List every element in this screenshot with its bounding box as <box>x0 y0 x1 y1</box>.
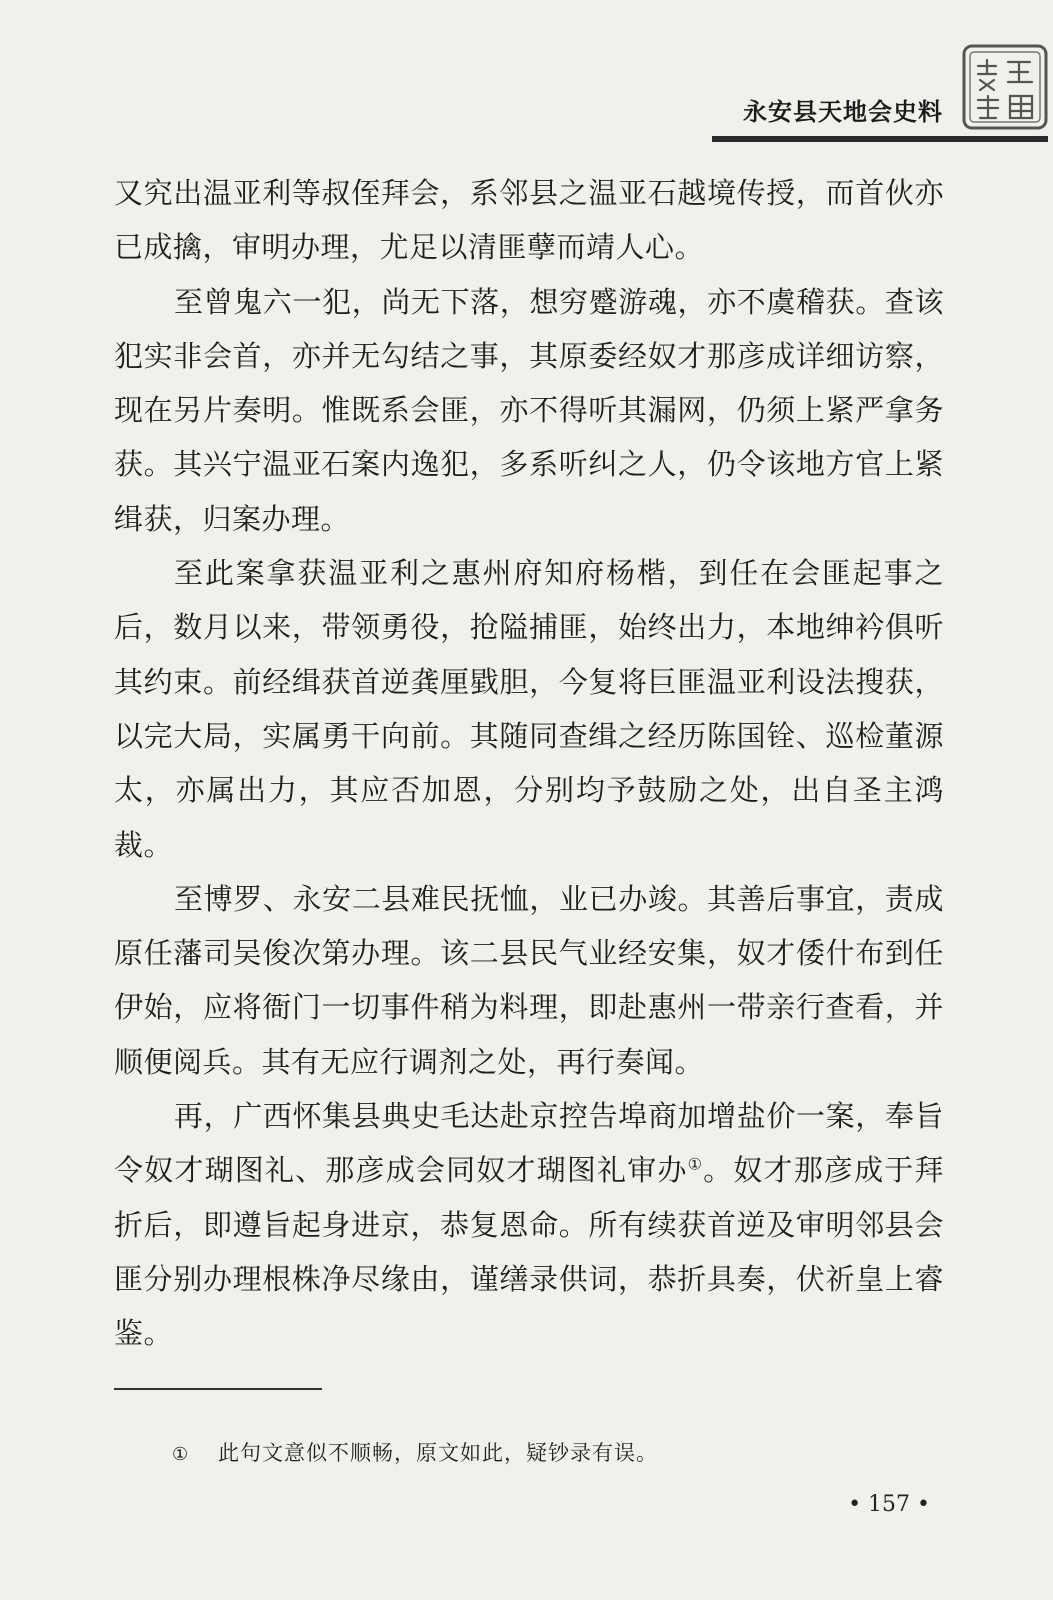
paragraph: 至博罗、永安二县难民抚恤，业已办竣。其善后事宜，责成原任藩司吴俊次第办理。该二县民气业经安集，奴才倭什布到任伊始，应将衙门一切事件稍为料理，即赴惠州一带亲行查看，并顺便阅兵。其有无应行调剂之处，再行奏闻。 <box>114 881 944 1079</box>
footnote-number: ① <box>172 1444 190 1465</box>
header-rule <box>712 136 1048 142</box>
running-header: 永安县天地会史料 <box>743 98 943 126</box>
paragraph <box>114 1089 944 1360</box>
library-seal-icon <box>962 44 1048 130</box>
body-text <box>114 166 944 1361</box>
footnote-text: 此句文意似不顺畅，原文如此，疑钞录有误。 <box>218 1441 658 1465</box>
paragraph: 至此案拿获温亚利之惠州府知府杨楷，到任在会匪起事之后，数月以来，带领勇役，抢隘捕匪，始终出力，本地绅衿俱听其约束。前经缉获首逆龚厘戥胆，今复将巨匪温亚利设法搜获，以完大局，实属勇干向前。其随同查缉之经历陈国铨、巡检董源太，亦属出力，其应否加恩，分别均予鼓励之处，出自圣主鸿裁。 <box>114 556 944 862</box>
paragraph: 又究出温亚利等叔侄拜会，系邻县之温亚石越境传授，而首伙亦已成擒，审明办理，尤足以清匪孽而靖人心。 <box>114 176 944 265</box>
paragraph-text: 再，广西怀集县典史毛达赴京控告埠商加增盐价一案，奉旨令奴才瑚图礼、那彦成会同奴才瑚图礼审办 <box>114 1099 944 1188</box>
footnote <box>172 1438 872 1470</box>
footnote-rule <box>114 1388 322 1390</box>
paragraph: 至曾鬼六一犯，尚无下落，想穷蹙游魂，亦不虞稽获。查该犯实非会首，亦并无勾结之事，其原委经奴才那彦成详细访察，现在另片奏明。惟既系会匪，亦不得听其漏网，仍须上紧严拿务获。其兴宁温亚石案内逸犯，多系听纠之人，仍令该地方官上紧缉获，归案办理。 <box>114 284 944 536</box>
page-number: • 157 • <box>848 1492 930 1517</box>
paragraph-text: 。奴才那彦成于拜折后，即遵旨起身进京，恭复恩命。所有续获首逆及审明邻县会匪分别办理根株净尽缘由，谨缮录供词，恭折具奏，伏祈皇上睿鉴。 <box>114 1153 944 1351</box>
footnote-marker: ① <box>687 1154 704 1174</box>
